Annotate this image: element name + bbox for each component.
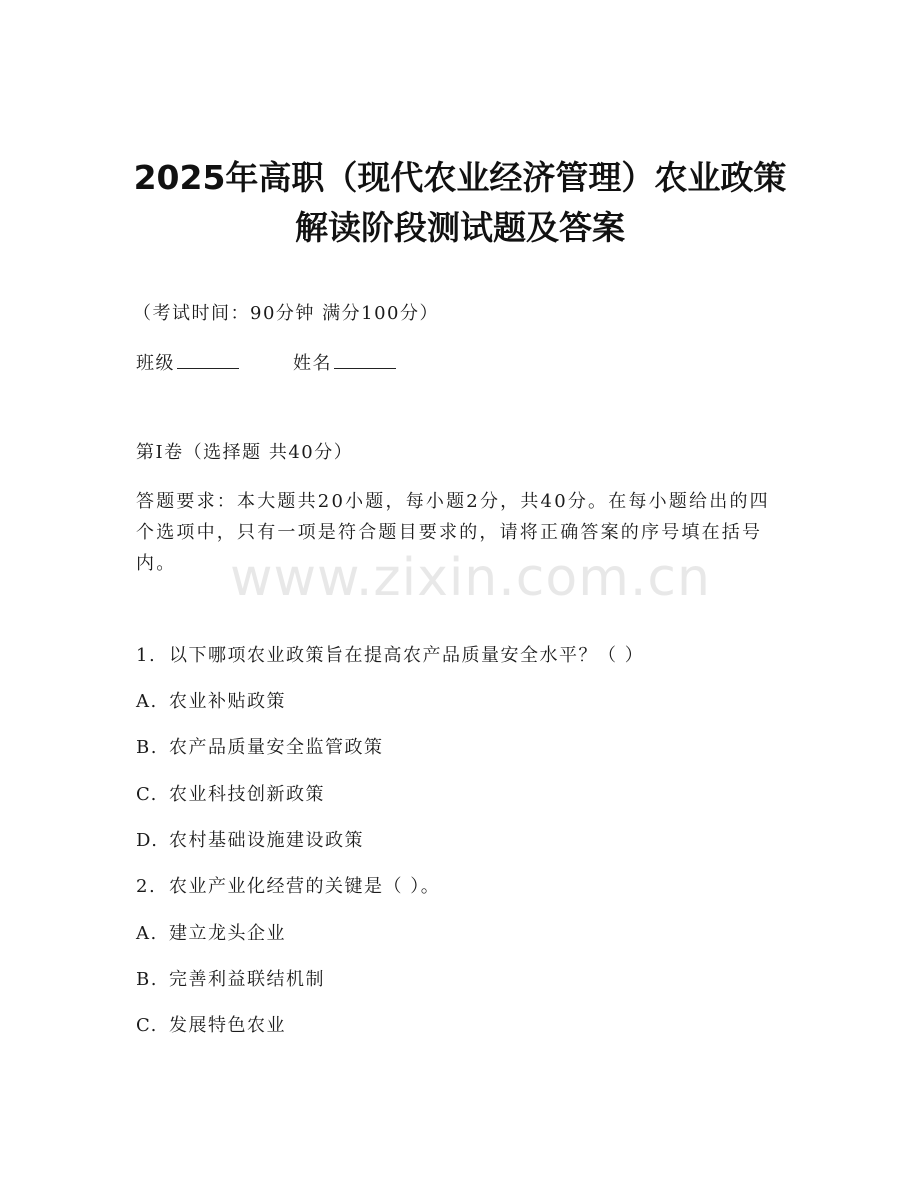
question-text: 农业产业化经营的关键是（ ）。 [169,876,441,897]
document-title-line-1: 2025年高职（现代农业经济管理）农业政策 [133,158,787,197]
option-letter: D. [136,830,159,851]
option-text: 建立龙头企业 [169,923,286,944]
question-2-option-b [136,968,325,992]
question-2-option-c [136,1014,286,1038]
option-text: 农产品质量安全监管政策 [169,737,384,758]
question-1-option-a [136,690,286,714]
option-letter: C. [136,784,158,805]
option-text: 农村基础设施建设政策 [169,830,364,851]
exam-info: （考试时间：90分钟 满分100分） [133,303,439,324]
section-heading: 第Ⅰ卷（选择题 共40分） [136,442,354,463]
question-number: 2. [136,876,157,897]
option-text: 完善利益联结机制 [169,969,325,990]
student-info-row [136,350,396,376]
question-text: 以下哪项农业政策旨在提高农产品质量安全水平？（ ） [169,645,645,666]
option-text: 农业补贴政策 [169,691,286,712]
question-1-option-b [136,736,384,760]
class-label: 班级 [136,353,175,374]
option-text: 农业科技创新政策 [169,784,325,805]
option-letter: A. [136,923,158,944]
name-label: 姓名 [293,353,332,374]
question-1-option-d [136,829,364,853]
option-letter: A. [136,691,158,712]
question-2 [136,875,440,899]
option-letter: C. [136,1015,158,1036]
class-blank [177,350,239,369]
document-title-line-2: 解读阶段测试题及答案 [295,208,625,247]
watermark: www.zixin.com.cn [230,548,711,608]
name-blank [334,350,396,369]
answer-instructions: 答题要求：本大题共20小题，每小题2分，共40分。在每小题给出的四个选项中，只有一项是符合题目要求的，请将正确答案的序号填在括号内。 [136,491,770,574]
question-number: 1. [136,645,157,666]
option-text: 发展特色农业 [169,1015,286,1036]
question-2-option-a [136,922,286,946]
option-letter: B. [136,737,158,758]
question-1-option-c [136,783,325,807]
question-1 [136,644,644,668]
option-letter: B. [136,969,158,990]
